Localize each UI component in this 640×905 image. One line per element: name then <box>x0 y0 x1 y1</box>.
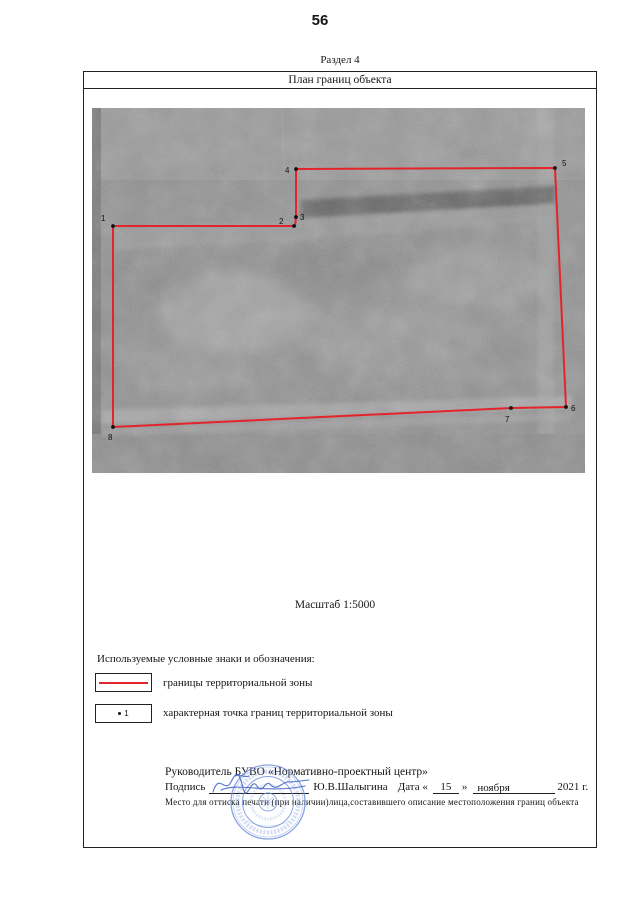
boundary-point-label: 8 <box>108 433 113 442</box>
boundary-point-label: 1 <box>101 214 106 223</box>
plan-title: План границ объекта <box>288 74 392 86</box>
legend-item-label: границы территориальной зоны <box>163 677 313 689</box>
date-label: Дата « <box>397 781 428 793</box>
point-symbol-label: 1 <box>124 708 129 718</box>
legend-heading: Используемые условные знаки и обозначения: <box>97 653 315 665</box>
point-symbol-icon <box>118 712 121 715</box>
date-quote-close: » <box>461 781 468 793</box>
boundary-point <box>111 425 115 429</box>
organization-head-line: Руководитель БУВО «Нормативно-проектный центр» <box>165 766 428 778</box>
date-month: ноября <box>473 781 555 794</box>
page-number: 56 <box>311 12 329 29</box>
signer-name: Ю.В.Шалыгина <box>313 781 388 793</box>
boundary-point <box>294 215 298 219</box>
legend-symbol-box <box>95 673 152 692</box>
title-divider <box>83 88 597 89</box>
boundary-point-label: 3 <box>300 213 305 222</box>
stamp-place-note: Место для оттиска печати (при наличии)лица,составившего описание местоположения границ объекта <box>165 797 579 807</box>
boundary-point <box>111 224 115 228</box>
boundary-point <box>294 167 298 171</box>
section-label: Раздел 4 <box>320 54 360 66</box>
boundary-point <box>553 166 557 170</box>
red-line-symbol-icon <box>99 680 148 686</box>
legend-item-label: характерная точка границ территориальной зоны <box>163 707 393 719</box>
aerial-photo <box>92 108 585 473</box>
boundary-point-label: 7 <box>505 415 510 424</box>
date-day: 15 <box>433 780 459 794</box>
handwritten-signature <box>205 768 317 800</box>
date-year: 2021 г. <box>557 781 589 793</box>
boundary-point-label: 6 <box>571 404 576 413</box>
signature-stroke <box>213 774 309 793</box>
signature-label: Подпись <box>165 781 206 793</box>
boundary-point-label: 5 <box>562 159 567 168</box>
boundary-point <box>509 406 513 410</box>
aerial-map <box>92 108 585 473</box>
map-scale: Масштаб 1:5000 <box>294 599 376 611</box>
boundary-point <box>564 405 568 409</box>
legend-symbol-box <box>95 704 152 723</box>
boundary-point-label: 2 <box>279 217 284 226</box>
boundary-point <box>292 224 296 228</box>
boundary-point-label: 4 <box>285 166 290 175</box>
